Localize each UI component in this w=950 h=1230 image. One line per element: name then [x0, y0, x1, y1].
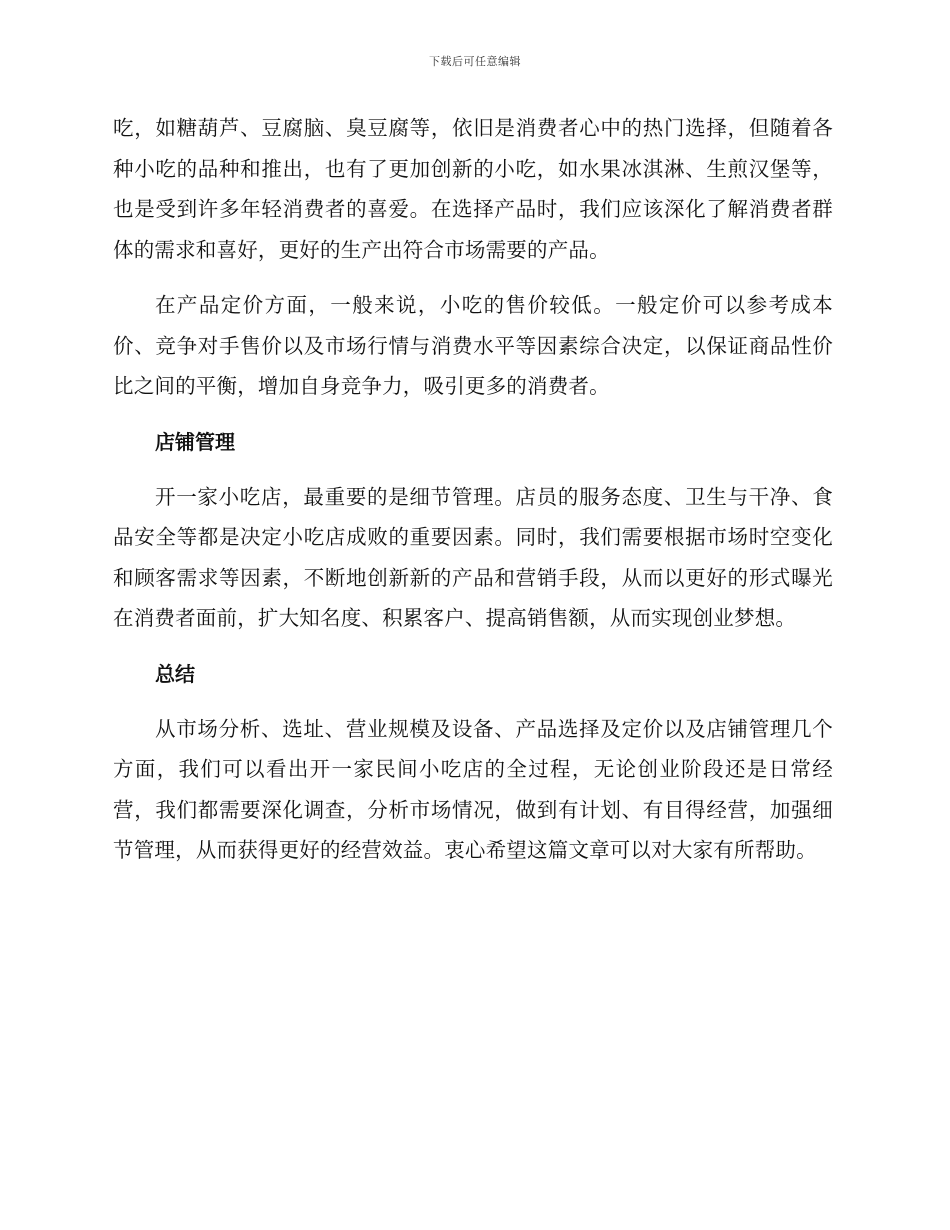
paragraph-spacer	[113, 270, 833, 285]
paragraph-spacer	[113, 639, 833, 654]
paragraph-spacer	[113, 694, 833, 709]
paragraph-product-selection: 吃，如糖葫芦、豆腐脑、臭豆腐等，依旧是消费者心中的热门选择，但随着各种小吃的品种和推出，也有了更加创新的小吃，如水果冰淇淋、生煎汉堡等，也是受到许多年轻消费者的喜爱。在选择产品时，我们应该深化了解消费者群体的需求和喜好，更好的生产出符合市场需要的产品。	[113, 116, 833, 262]
section-heading-summary: 总结	[155, 661, 195, 686]
paragraph-spacer	[113, 407, 833, 422]
paragraph-pricing: 在产品定价方面，一般来说，小吃的售价较低。一般定价可以参考成本价、竞争对手售价以及市场行情与消费水平等因素综合决定，以保证商品性价比之间的平衡，增加自身竞争力，吸引更多的消费者。	[113, 293, 833, 398]
page-header: 下载后可任意编辑	[429, 55, 521, 68]
paragraph-spacer	[113, 462, 833, 477]
paragraph-store-management: 开一家小吃店，最重要的是细节管理。店员的服务态度、卫生与干净、食品安全等都是决定小吃店成败的重要因素。同时，我们需要根据市场时空变化和顾客需求等因素，不断地创新新的产品和营销手段，从而以更好的形式曝光在消费者面前，扩大知名度、积累客户、提高销售额，从而实现创业梦想。	[113, 484, 833, 630]
paragraph-summary: 从市场分析、选址、营业规模及设备、产品选择及定价以及店铺管理几个方面，我们可以看出开一家民间小吃店的全过程，无论创业阶段还是日常经营，我们都需要深化调查，分析市场情况，做到有计划、有目得经营，加强细节管理，从而获得更好的经营效益。衷心希望这篇文章可以对大家有所帮助。	[113, 716, 833, 862]
section-heading-store-management: 店铺管理	[155, 429, 235, 454]
document-body	[113, 108, 833, 871]
